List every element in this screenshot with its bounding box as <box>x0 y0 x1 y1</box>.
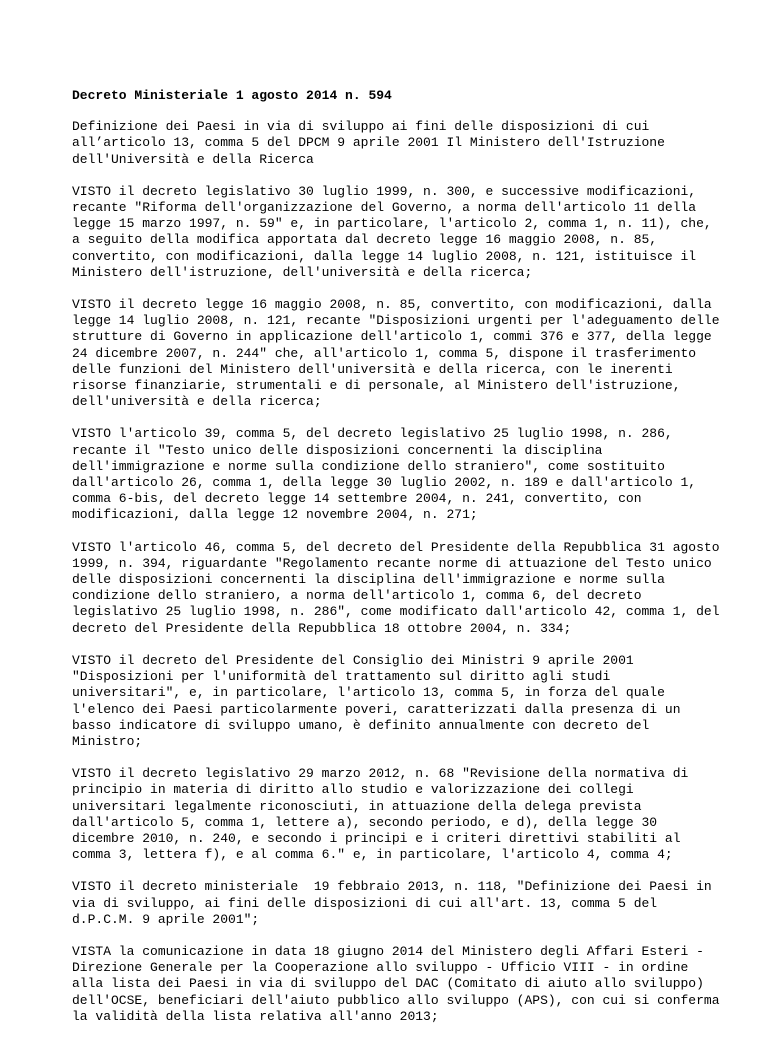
paragraph-line: Ministro; <box>72 733 143 749</box>
document-paragraph <box>72 653 708 750</box>
paragraph-line: VISTO il decreto ministeriale 19 febbraio 2013, n. 118, "Definizione dei Paesi in <box>72 879 712 895</box>
paragraph-line: Ministero dell'istruzione, dell'università e della ricerca; <box>72 264 533 280</box>
paragraph-line: all’articolo 13, comma 5 del DPCM 9 aprile 2001 Il Ministero dell'Istruzione <box>72 135 665 151</box>
document-paragraph <box>72 879 712 928</box>
paragraph-line: delle disposizioni concernenti la disciplina dell'immigrazione e norme sulla <box>72 572 665 588</box>
paragraph-line: principio in materia di diritto allo studio e valorizzazione dei collegi <box>72 782 634 798</box>
paragraph-line: dall'articolo 5, comma 1, lettere a), secondo periodo, e d), della legge 30 <box>72 814 658 830</box>
paragraph-line: VISTO l'articolo 39, comma 5, del decreto legislativo 25 luglio 1998, n. 286, <box>72 426 673 442</box>
paragraph-line: VISTO l'articolo 46, comma 5, del decreto del Presidente della Repubblica 31 agosto <box>72 539 720 555</box>
paragraph-line: a seguito della modifica apportata dal decreto legge 16 maggio 2008, n. 85, <box>72 232 658 248</box>
document-paragraph <box>72 766 708 863</box>
paragraph-line: l'elenco dei Paesi particolarmente poveri, caratterizzati dalla presenza di un <box>72 701 681 717</box>
paragraph-line: VISTO il decreto legislativo 30 luglio 1999, n. 300, e successive modificazioni, <box>72 183 697 199</box>
paragraph-line: 24 dicembre 2007, n. 244" che, all'articolo 1, comma 5, dispone il trasferimento <box>72 345 697 361</box>
paragraph-line: 1999, n. 394, riguardante "Regolamento recante norme di attuazione del Testo unico <box>72 555 712 571</box>
paragraph-line: dell'università e della ricerca; <box>72 394 322 410</box>
paragraph-line: VISTO il decreto del Presidente del Consiglio dei Ministri 9 aprile 2001 <box>72 652 634 668</box>
paragraph-line: legge 14 luglio 2008, n. 121, recante "Disposizioni urgenti per l'adeguamento delle <box>72 313 720 329</box>
paragraph-line: strutture di Governo in applicazione dell'articolo 1, commi 376 e 377, della legge <box>72 329 712 345</box>
paragraph-line: universitari", e, in particolare, l'articolo 13, comma 5, in forza del quale <box>72 685 665 701</box>
paragraph-line: VISTA la comunicazione in data 18 giugno 2014 del Ministero degli Affari Esteri - <box>72 943 704 959</box>
paragraph-line: la validità della lista relativa all'anno 2013; <box>72 1008 439 1024</box>
paragraph-line: universitari legalmente riconosciuti, in attuazione della delega prevista <box>72 798 642 814</box>
paragraph-line: legislativo 25 luglio 1998, n. 286", come modificato dall'articolo 42, comma 1, del <box>72 604 720 620</box>
paragraph-line: VISTO il decreto legge 16 maggio 2008, n. 85, convertito, con modificazioni, dalla <box>72 297 712 313</box>
paragraph-line: Direzione Generale per la Cooperazione allo sviluppo - Ufficio VIII - in ordine <box>72 960 689 976</box>
paragraph-line: dicembre 2010, n. 240, e secondo i principi e i criteri direttivi stabiliti al <box>72 830 681 846</box>
paragraph-line: delle funzioni del Ministero dell'università e della ricerca, con le inerenti <box>72 361 673 377</box>
document-paragraph <box>72 297 720 410</box>
paragraph-line: comma 3, lettera f), e al comma 6." e, in particolare, l'articolo 4, comma 4; <box>72 847 673 863</box>
document-paragraph <box>72 539 720 637</box>
paragraph-line: condizione dello straniero, a norma dell'articolo 1, comma 6, del decreto <box>72 588 642 604</box>
paragraph-line: dell'Università e della Ricerca <box>72 151 314 167</box>
paragraph-line: VISTO il decreto legislativo 29 marzo 2012, n. 68 "Revisione della normativa di <box>72 766 689 782</box>
paragraph-line: alla lista dei Paesi in via di sviluppo del DAC (Comitato di aiuto allo sviluppo) <box>72 976 704 992</box>
document-title: Decreto Ministeriale 1 agosto 2014 n. 594 <box>72 88 392 103</box>
paragraph-line: legge 15 marzo 1997, n. 59" e, in particolare, l'articolo 2, comma 1, n. 11), che, <box>72 216 712 232</box>
paragraph-line: convertito, con modificazioni, dalla legge 14 luglio 2008, n. 121, istituisce il <box>72 248 697 264</box>
paragraph-line: via di sviluppo, ai fini delle disposizioni di cui all'art. 13, comma 5 del <box>72 895 658 911</box>
document-paragraph <box>72 119 708 168</box>
document-paragraph <box>72 183 712 281</box>
document-paragraph <box>72 426 708 523</box>
paragraph-line: basso indicatore di sviluppo umano, è definito annualmente con decreto del <box>72 717 650 733</box>
paragraph-line: recante "Riforma dell'organizzazione del Governo, a norma dell'articolo 11 della <box>72 200 697 216</box>
document-body <box>72 119 720 1025</box>
paragraph-line: d.P.C.M. 9 aprile 2001"; <box>72 911 260 927</box>
document-page <box>72 88 720 1041</box>
paragraph-line: risorse finanziarie, strumentali e di personale, al Ministero dell'istruzione, <box>72 378 681 394</box>
paragraph-line: dell'immigrazione e norme sulla condizione dello straniero", come sostituito <box>72 458 665 474</box>
paragraph-line: Definizione dei Paesi in via di sviluppo ai fini delle disposizioni di cui <box>72 119 650 135</box>
document-paragraph <box>72 943 720 1025</box>
paragraph-line: recante il "Testo unico delle disposizioni concernenti la disciplina <box>72 442 603 458</box>
paragraph-line: dall'articolo 26, comma 1, della legge 30 luglio 2002, n. 189 e dall'articolo 1, <box>72 475 697 491</box>
paragraph-line: dell'OCSE, beneficiari dell'aiuto pubblico allo sviluppo (APS), con cui si conferma <box>72 992 720 1008</box>
paragraph-line: decreto del Presidente della Repubblica 18 ottobre 2004, n. 334; <box>72 620 572 636</box>
paragraph-line: "Disposizioni per l'uniformità del trattamento sul diritto agli studi <box>72 669 611 685</box>
paragraph-line: comma 6-bis, del decreto legge 14 settembre 2004, n. 241, convertito, con <box>72 491 642 507</box>
paragraph-line: modificazioni, dalla legge 12 novembre 2004, n. 271; <box>72 507 478 523</box>
